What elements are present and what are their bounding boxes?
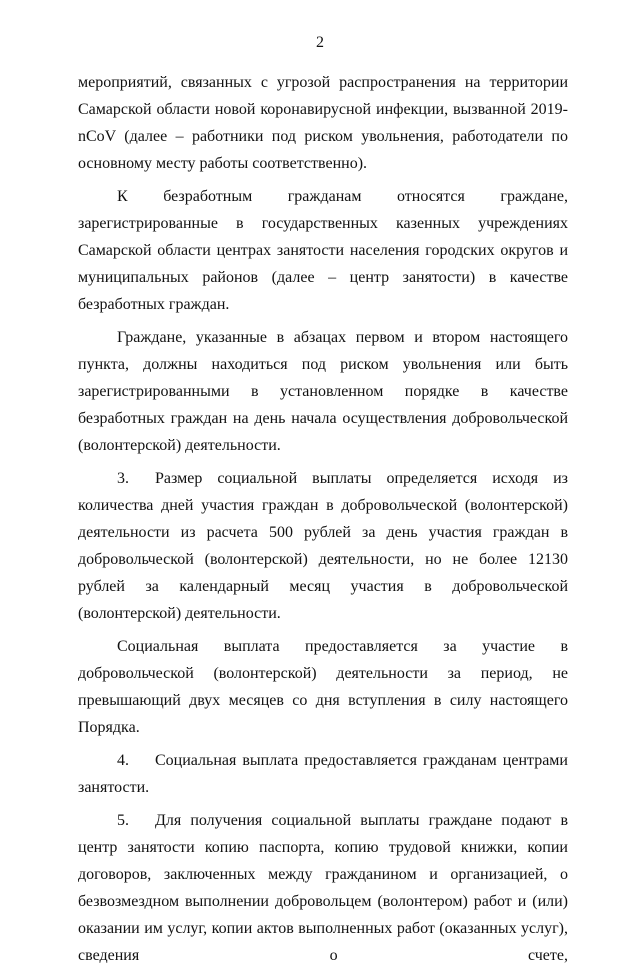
paragraph-payment-period: [78, 633, 568, 741]
document-body: [78, 69, 568, 969]
paragraph-risk-condition: [78, 324, 568, 459]
paragraph-text: К безработным гражданам относятся граждане, зарегистрированные в государственных казенных учреждениях Самарской области центрах занятости населения городских округов и муниципальных районов (далее – центр занятости) в качестве безработных граждан.: [78, 188, 568, 313]
paragraph-text: Социальная выплата предоставляется гражданам центрами занятости.: [78, 752, 568, 796]
paragraph-text: Граждане, указанные в абзацах первом и втором настоящего пункта, должны находиться под риском увольнения или быть зарегистрированными в установленном порядке в качестве безработных граждан на день начала осуществления добровольческой (волонтерской) деятельности.: [78, 329, 568, 454]
page-number: 2: [316, 34, 324, 51]
paragraph-text: Социальная выплата предоставляется за участие в добровольческой (волонтерской) деятельности за период, не превышающий двух месяцев со дня вступления в силу настоящего Порядка.: [78, 638, 568, 736]
paragraph-unemployed-definition: [78, 183, 568, 318]
clause-5: [78, 807, 568, 969]
paragraph-text: Размер социальной выплаты определяется исходя из количества дней участия граждан в добровольческой (волонтерской) деятельности из расчета 500 рублей за день участия граждан в добровольческой (волонтерской) деятельности, но не более 12130 рублей за календарный месяц участия в добровольческой (волонтерской) деятельности.: [78, 470, 568, 622]
clause-4: [78, 747, 568, 801]
paragraph-continuation: [78, 69, 568, 177]
clause-number: 5.: [117, 812, 129, 829]
clause-number: 4.: [117, 752, 129, 769]
paragraph-text: мероприятий, связанных с угрозой распространения на территории Самарской области новой коронавирусной инфекции, вызванной 2019-nCoV (далее – работники под риском увольнения, работодатели по основному месту работы соответственно).: [78, 74, 568, 172]
clause-3: [78, 465, 568, 627]
clause-number: 3.: [117, 470, 129, 487]
paragraph-text: Для получения социальной выплаты граждане подают в центр занятости копию паспорта, копию трудовой книжки, копии договоров, заключенных между гражданином и организацией, о безвозмездном выполнении добровольцем (волонтером) работ и (или) оказании им услуг, копии актов выполненных работ (оказанных услуг), сведения о счете,: [78, 812, 568, 964]
